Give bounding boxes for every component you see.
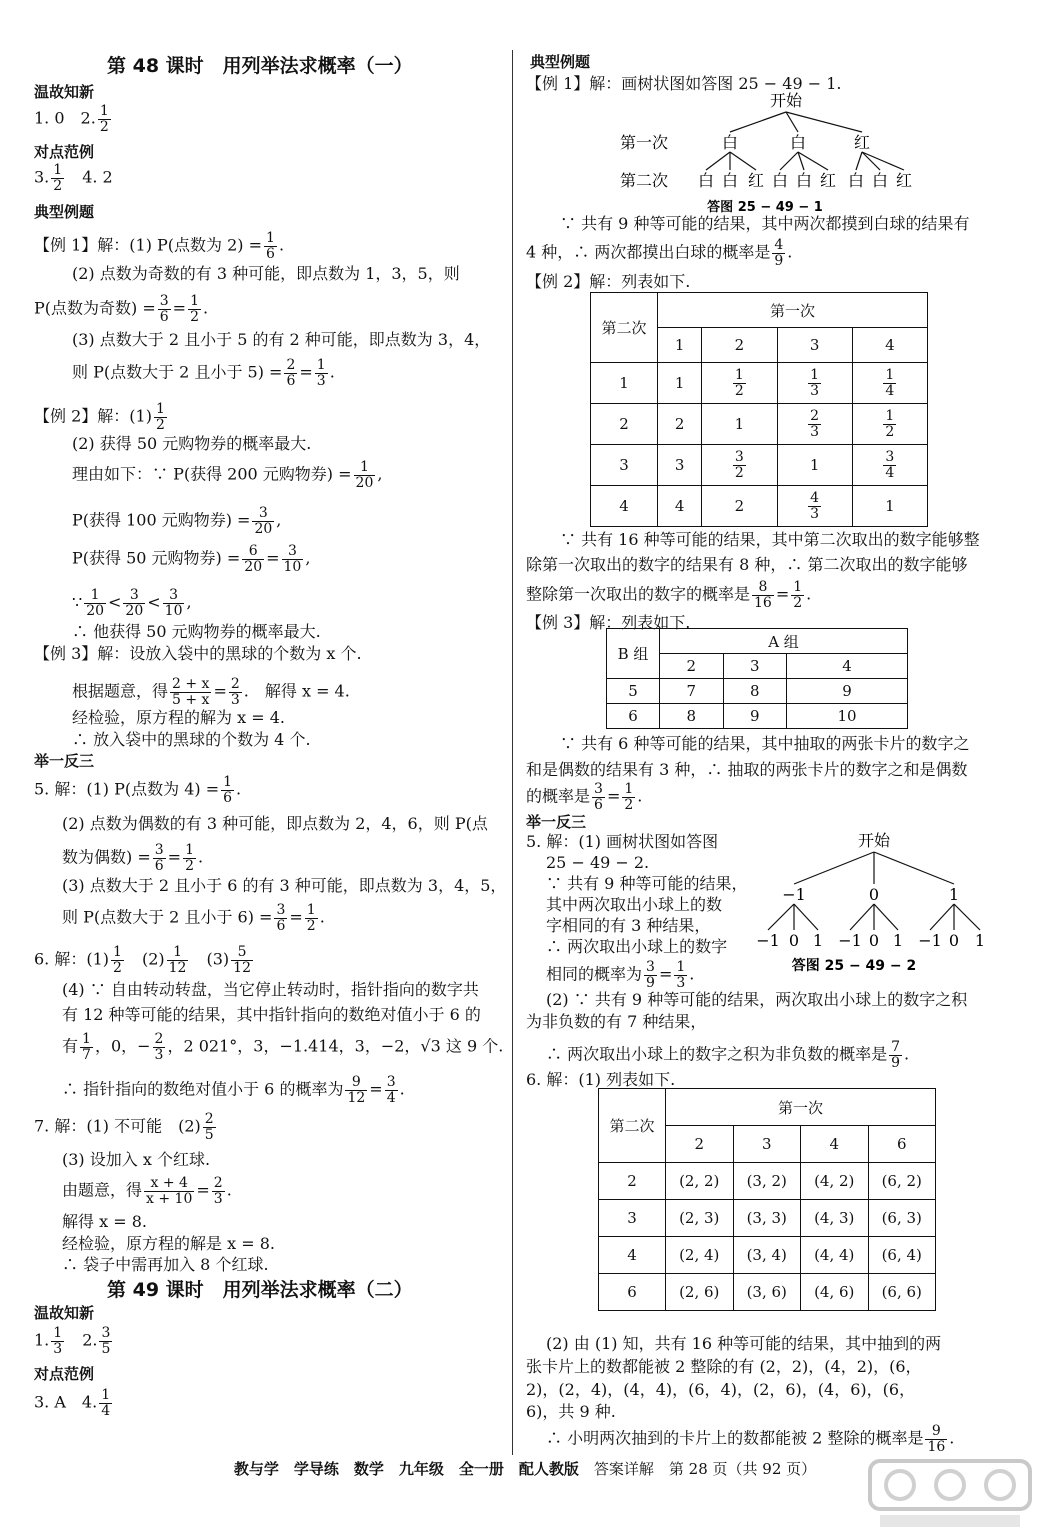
table-row — [599, 1237, 936, 1274]
example-2-reason: 理由如下：∵ P(获得 200 元购物券) = $\frac{1}{20}$ , — [72, 459, 383, 491]
question-5-part-2: (2) 点数为偶数的有 3 种可能，即点数为 2，4，6，则 P(点 — [62, 814, 488, 833]
p6-part-2a: (2) 由 (1) 知，共有 16 种等可能的结果，其中抽到的两 — [546, 1334, 942, 1353]
table-col-header: 3 — [733, 1126, 801, 1163]
table-cell: (2, 3) — [666, 1200, 734, 1237]
table-cell: (4, 4) — [801, 1237, 869, 1274]
tree-branch — [706, 152, 730, 170]
answer-line: 3. $\frac{1}{2}$ 4. 2 — [34, 162, 113, 194]
tree-diagram-1 — [600, 88, 940, 216]
table-row-header: 4 — [599, 1237, 666, 1274]
tree-branch — [730, 112, 786, 132]
tree1-caption: 答图 25 − 49 − 1 — [707, 200, 823, 215]
r-example-2-conclusion: 整除第一次取出的数字的概率是 $\frac{8}{16}$ = $\frac{1}{2}$ . — [526, 579, 812, 611]
tree-leaf: −1 — [918, 931, 942, 950]
fraction: $\frac{2}{3}$ — [154, 1031, 164, 1063]
tree-leaf: 白 — [771, 171, 789, 190]
footer-book-title: 教与学 学导练 数学 九年级 全一册 配人教版 — [233, 1460, 579, 1478]
table-row-header: 6 — [599, 1274, 666, 1311]
table-cell: (4, 3) — [801, 1200, 869, 1237]
p5-part-2b: 为非负数的有 7 种结果， — [526, 1012, 707, 1031]
table-col-header: 2 — [660, 654, 724, 679]
table-row — [599, 1200, 936, 1237]
tree-node: −1 — [782, 885, 806, 904]
p5-line-3: ∵ 共有 9 种等可能的结果， — [546, 874, 748, 893]
tree-branch — [874, 852, 954, 884]
question-5-part-3b: 则 P(点数大于 2 且小于 6) = $\frac{3}{6}$ = $\frac{1}{2}$ . — [62, 902, 325, 934]
watermark-stamp — [860, 1455, 1040, 1533]
table-col-header: 3 — [777, 328, 852, 363]
fraction: $\frac{6}{20}$ — [244, 543, 263, 575]
table-example-3 — [606, 628, 908, 729]
table-row — [599, 1163, 936, 1200]
example-2-prob-100: P(获得 100 元购物券) = $\frac{3}{20}$ , — [72, 505, 282, 537]
fraction: $\frac{9}{16}$ — [927, 1423, 946, 1455]
table-row-header: 3 — [591, 445, 658, 486]
p6-part-2c: 2)，(2，4)，(4，4)，(6，4)，(2，6)，(4，6)，(6， — [526, 1380, 916, 1399]
example-2-compare: ∵ $\frac{1}{20}$ < $\frac{3}{20}$ < $\frac{3}{10}$ , — [72, 587, 192, 619]
table-cell: 1 — [852, 486, 927, 527]
fraction: $\frac{1}{2}$ — [624, 781, 634, 813]
tree-branch — [874, 904, 898, 930]
table-cell: 2 — [658, 404, 702, 445]
fraction: $\frac{1}{3}$ — [676, 959, 686, 991]
table-col-header: 2 — [666, 1126, 734, 1163]
tree-leaf: 1 — [974, 931, 986, 950]
p5-part-2a: (2) ∵ 共有 9 种等可能的结果，两次取出小球上的数字之积 — [546, 990, 968, 1009]
table-cell: 2 — [702, 486, 777, 527]
table-head: 第一次 — [666, 1089, 936, 1126]
answer-line: 1. $\frac{1}{3}$ 2. $\frac{3}{5}$ — [34, 1325, 111, 1357]
table-cell: 10 — [787, 704, 908, 729]
table-cell: (3, 3) — [733, 1200, 801, 1237]
tree1-root: 开始 — [769, 91, 803, 110]
table-cell: $\frac{1}{2}$ — [702, 363, 777, 404]
table-cell: 9 — [723, 704, 787, 729]
p5-line-7: 相同的概率为 $\frac{3}{9}$ = $\frac{1}{3}$ . — [546, 959, 695, 991]
tree-branch — [768, 904, 794, 930]
question-7-part-1: 7. 解：(1) 不可能 (2) $\frac{2}{5}$ — [34, 1111, 214, 1143]
table-cell: (6, 3) — [868, 1200, 936, 1237]
fraction: $\frac{3}{20}$ — [125, 587, 144, 619]
section-practice: 举一反三 — [34, 752, 95, 770]
tree-branch — [780, 152, 798, 170]
question-7-solve: 解得 x = 8. — [62, 1212, 147, 1231]
example-1-part-1: 【例 1】解：(1) P(点数为 2) = $\frac{1}{6}$ . — [34, 230, 285, 262]
table-cell: 8 — [660, 704, 724, 729]
table-cell: (6, 4) — [868, 1237, 936, 1274]
tree-leaf: 0 — [868, 931, 880, 950]
r-example-2: 【例 2】解：列表如下. — [526, 272, 691, 291]
fraction: $\frac{2 + x}{5 + x}$ — [172, 676, 210, 708]
footer-page-info: 答案详解 第 28 页（共 92 页） — [593, 1460, 817, 1478]
table-cell: (3, 2) — [733, 1163, 801, 1200]
fraction: $\frac{3}{5}$ — [101, 1325, 111, 1357]
fraction: $\frac{1}{12}$ — [168, 944, 187, 976]
fraction: $\frac{7}{9}$ — [891, 1039, 901, 1071]
fraction: $\frac{1}{20}$ — [86, 587, 105, 619]
example-2-part-2: (2) 获得 50 元购物券的概率最大. — [72, 434, 312, 453]
example-2-part-1: 【例 2】解：(1) $\frac{1}{2}$ — [34, 401, 165, 433]
table-cell: 9 — [787, 679, 908, 704]
example-1-part-2b: P(点数为奇数) = $\frac{3}{6}$ = $\frac{1}{2}$ . — [34, 293, 209, 325]
tree-branch — [786, 112, 862, 132]
question-6-part-1: 6. 解：(1) $\frac{1}{2}$ (2) $\frac{1}{12}$ (3) $\frac{5}{12}$ — [34, 944, 251, 976]
tree1-second-label: 第二次 — [620, 171, 669, 190]
fraction: $\frac{1}{2}$ — [113, 944, 122, 976]
table-cell: (2, 4) — [666, 1237, 734, 1274]
tree-leaf: 白 — [721, 171, 739, 190]
section-typical-examples: 典型例题 — [34, 203, 95, 221]
question-6-conclusion: ∴ 指针指向的数绝对值小于 6 的概率为 $\frac{9}{12}$ = $\frac{3}{4}$ . — [62, 1074, 405, 1106]
tree-branch — [862, 152, 880, 170]
table-row — [591, 363, 928, 404]
tree-leaf: 0 — [788, 931, 800, 950]
example-3-check: 经检验，原方程的解为 x = 4. — [72, 708, 285, 727]
table-question-6 — [598, 1088, 936, 1311]
fraction: $\frac{4}{9}$ — [774, 237, 784, 269]
table-row — [599, 1274, 936, 1311]
question-6-part-4: (4) ∵ 自由转动转盘，当它停止转动时，指针指向的数字共 — [62, 980, 479, 999]
fraction: $\frac{3}{4}$ — [386, 1074, 396, 1106]
tree-branch — [850, 904, 874, 930]
table-cell: 8 — [723, 679, 787, 704]
r-example-2-text-1: ∵ 共有 16 种等可能的结果，其中第二次取出的数字能够整 — [560, 530, 980, 549]
r-example-3-text-1: ∵ 共有 6 种等可能的结果，其中抽取的两张卡片的数字之 — [560, 734, 970, 753]
tree-leaf: 白 — [871, 171, 889, 190]
tree-branch — [954, 904, 980, 930]
tree-diagram-2 — [754, 826, 1004, 976]
table-cell: $\frac{1}{3}$ — [777, 363, 852, 404]
table-cell: (6, 2) — [868, 1163, 936, 1200]
fraction: $\frac{1}{6}$ — [266, 230, 275, 262]
table-cell: $\frac{1}{2}$ — [852, 404, 927, 445]
question-6-part-4c: 有 $\frac{1}{7}$ ，0，− $\frac{2}{3}$ ，2 021°，3，−1.414，3，−2，√3 这 9 个. — [62, 1031, 504, 1063]
fraction: $\frac{8}{16}$ — [754, 579, 772, 611]
tree-leaf: 红 — [819, 171, 837, 190]
tree-leaf: 白 — [847, 171, 865, 190]
tree-leaf: 1 — [812, 931, 824, 950]
fraction: $\frac{1}{2}$ — [793, 579, 803, 611]
tree-branch — [930, 904, 954, 930]
tree-node: 0 — [868, 885, 880, 904]
fraction: $\frac{1}{2}$ — [155, 401, 165, 433]
tree2-caption: 答图 25 − 49 − 2 — [791, 958, 917, 974]
answer-line: 1. 0 2. $\frac{1}{2}$ — [34, 103, 109, 135]
table-cell: (2, 6) — [666, 1274, 734, 1311]
tree-leaf: 白 — [795, 171, 813, 190]
tree1-first-label: 第一次 — [620, 133, 669, 152]
fraction: $\frac{1}{2}$ — [185, 842, 194, 874]
fraction: $\frac{1}{2}$ — [190, 293, 199, 325]
table-row-header: 6 — [607, 704, 660, 729]
p5-line-6: ∴ 两次取出小球上的数字 — [546, 937, 728, 956]
section-example-points-49: 对点范例 — [34, 1365, 95, 1383]
table-row-header: 3 — [599, 1200, 666, 1237]
table-row-header: 1 — [591, 363, 658, 404]
table-row — [591, 404, 928, 445]
fraction: $\frac{1}{6}$ — [223, 774, 233, 806]
fraction: $\frac{1}{3}$ — [53, 1325, 63, 1357]
tree-leaf: 0 — [948, 931, 960, 950]
question-7-conclusion: ∴ 袋子中需再加入 8 个红球. — [62, 1255, 269, 1274]
table-corner: 第二次 — [599, 1089, 666, 1163]
table-cell: $\frac{1}{4}$ — [852, 363, 927, 404]
fraction: $\frac{1}{4}$ — [101, 1387, 111, 1419]
table-cell: (2, 2) — [666, 1163, 734, 1200]
fraction: $\frac{3}{10}$ — [283, 543, 302, 575]
tree-branch — [794, 852, 874, 884]
tree-leaf: −1 — [838, 931, 862, 950]
table-row — [607, 704, 908, 729]
tree-leaf: 1 — [892, 931, 904, 950]
tree-node: 白 — [789, 133, 807, 152]
p6-part-1: 6. 解：(1) 列表如下. — [526, 1070, 676, 1089]
table-cell: 1 — [777, 445, 852, 486]
tree-leaf: 白 — [697, 171, 715, 190]
fraction: $\frac{2}{5}$ — [204, 1111, 214, 1143]
section-review-49: 温故知新 — [34, 1304, 95, 1322]
r-example-1: 【例 1】解：画树状图如答图 25 − 49 − 1. — [526, 74, 842, 93]
table-cell: (4, 2) — [801, 1163, 869, 1200]
tree-branch — [794, 904, 818, 930]
example-1-part-3b: 则 P(点数大于 2 且小于 5) = $\frac{2}{6}$ = $\frac{1}{3}$ . — [72, 357, 335, 389]
table-col-header: 4 — [852, 328, 927, 363]
table-cell: (3, 6) — [733, 1274, 801, 1311]
table-cell: (3, 4) — [733, 1237, 801, 1274]
table-row-header: 4 — [591, 486, 658, 527]
table-col-header: 3 — [723, 654, 787, 679]
table-cell: $\frac{2}{3}$ — [777, 404, 852, 445]
tree-leaf: 红 — [747, 171, 765, 190]
lesson-48-title: 第 48 课时 用列举法求概率（一） — [107, 55, 413, 77]
r-example-3: 【例 3】解：列表如下. — [526, 613, 691, 632]
tree2-root: 开始 — [857, 831, 891, 850]
tree-branch — [730, 152, 756, 170]
fraction: $\frac{2}{6}$ — [286, 357, 296, 389]
fraction: $\frac{1}{2}$ — [306, 902, 316, 934]
p6-part-2b: 张卡片上的数都能被 2 整除的有 (2，2)，(4，2)，(6， — [526, 1357, 922, 1376]
example-1-part-3: (3) 点数大于 2 且小于 5 的有 2 种可能，即点数为 3，4， — [72, 330, 491, 349]
table-cell: $\frac{4}{3}$ — [777, 486, 852, 527]
question-7-check: 经检验，原方程的解是 x = 8. — [62, 1234, 275, 1253]
example-2-conclusion: ∴ 他获得 50 元购物券的概率最大. — [72, 622, 321, 641]
tree-branch — [856, 152, 862, 170]
fraction: $\frac{3}{6}$ — [594, 781, 603, 813]
example-2-prob-50: P(获得 50 元购物券) = $\frac{6}{20}$ = $\frac{3}{10}$ , — [72, 543, 311, 575]
r-example-2-text-2: 除第一次取出的数字的结果有 8 种，∴ 第二次取出的数字能够 — [526, 555, 968, 574]
table-cell: (6, 6) — [868, 1274, 936, 1311]
section-review: 温故知新 — [34, 83, 95, 101]
question-5-part-2b: 数为偶数) = $\frac{3}{6}$ = $\frac{1}{2}$ . — [62, 842, 204, 874]
fraction: $\frac{x + 4}{x + 10}$ — [146, 1175, 193, 1207]
table-head: A 组 — [660, 629, 908, 654]
table-cell: $\frac{3}{4}$ — [852, 445, 927, 486]
tree-leaf: 红 — [895, 171, 913, 190]
table-cell: $\frac{3}{2}$ — [702, 445, 777, 486]
lesson-49-title: 第 49 课时 用列举法求概率（二） — [107, 1279, 413, 1301]
fraction: $\frac{1}{2}$ — [99, 103, 109, 135]
example-1-part-2: (2) 点数为奇数的有 3 种可能，即点数为 1，3，5，则 — [72, 264, 460, 283]
table-corner: 第二次 — [591, 293, 658, 363]
p5-line-2: 25 − 49 − 2. — [546, 853, 650, 872]
table-cell: (4, 6) — [801, 1274, 869, 1311]
question-6-part-4b: 有 12 种等可能的结果，其中指针指向的数绝对值小于 6 的 — [62, 1005, 481, 1024]
fraction: $\frac{1}{2}$ — [53, 162, 63, 194]
table-row-header: 5 — [607, 679, 660, 704]
tree-node: 红 — [853, 133, 871, 152]
fraction: $\frac{1}{3}$ — [316, 357, 326, 389]
fraction: $\frac{1}{20}$ — [355, 459, 374, 491]
p5-line-5: 字相同的有 3 种结果， — [546, 916, 711, 935]
fraction: $\frac{3}{6}$ — [276, 902, 286, 934]
table-col-header: 1 — [658, 328, 702, 363]
table-col-header: 4 — [801, 1126, 869, 1163]
r-example-3-conclusion: 的概率是 $\frac{3}{6}$ = $\frac{1}{2}$ . — [526, 781, 643, 813]
section-practice-right: 举一反三 — [526, 813, 587, 831]
table-col-header: 6 — [868, 1126, 936, 1163]
fraction: $\frac{2}{3}$ — [213, 1175, 223, 1207]
question-5-part-3: (3) 点数大于 2 且小于 6 的有 3 种可能，即点数为 3，4，5， — [62, 876, 507, 895]
section-example-points: 对点范例 — [34, 143, 95, 161]
r-example-1-text: ∵ 共有 9 种等可能的结果，其中两次都摸到白球的结果有 — [560, 214, 970, 233]
example-3-equation: 根据题意，得 $\frac{2 + x}{5 + x}$ = $\frac{2}{3}$ . 解得 x = 4. — [72, 676, 350, 708]
fraction: $\frac{3}{6}$ — [159, 293, 169, 325]
table-row-header: 2 — [599, 1163, 666, 1200]
section-typical-examples-right: 典型例题 — [530, 53, 591, 71]
table-row — [591, 445, 928, 486]
question-5-part-1: 5. 解：(1) P(点数为 4) = $\frac{1}{6}$ . — [34, 774, 242, 806]
table-cell: 3 — [658, 445, 702, 486]
tree-node: 1 — [948, 885, 960, 904]
table-col-header: 2 — [702, 328, 777, 363]
p6-conclusion: ∴ 小明两次抽到的卡片上的数都能被 2 整除的概率是 $\frac{9}{16}$ . — [546, 1423, 955, 1455]
fraction: $\frac{3}{20}$ — [254, 505, 273, 537]
p5-conclusion: ∴ 两次取出小球上的数字之积为非负数的概率是 $\frac{7}{9}$ . — [546, 1039, 910, 1071]
question-7-equation: 由题意，得 $\frac{x + 4}{x + 10}$ = $\frac{2}{3}$ . — [62, 1175, 232, 1207]
example-3-conclusion: ∴ 放入袋中的黑球的个数为 4 个. — [72, 730, 311, 749]
tree-leaf: −1 — [756, 931, 780, 950]
fraction: $\frac{5}{12}$ — [233, 944, 251, 976]
table-corner: B 组 — [607, 629, 660, 679]
table-col-header: 4 — [787, 654, 908, 679]
fraction: $\frac{3}{9}$ — [646, 959, 655, 991]
r-example-3-text-2: 和是偶数的结果有 3 种，∴ 抽取的两张卡片的数字之和是偶数 — [526, 760, 968, 779]
fraction: $\frac{9}{12}$ — [347, 1074, 366, 1106]
example-3-part-1: 【例 3】解：设放入袋中的黑球的个数为 x 个. — [34, 644, 362, 663]
table-row-header: 2 — [591, 404, 658, 445]
table-cell: 4 — [658, 486, 702, 527]
table-row — [591, 486, 928, 527]
tree-node: 白 — [721, 133, 739, 152]
table-cell: 1 — [702, 404, 777, 445]
table-cell: 1 — [658, 363, 702, 404]
question-7-part-3: (3) 设加入 x 个红球. — [62, 1150, 211, 1169]
p5-line-4: 其中两次取出小球上的数 — [546, 895, 723, 914]
fraction: $\frac{2}{3}$ — [230, 676, 240, 708]
table-row — [607, 679, 908, 704]
fraction: $\frac{3}{10}$ — [164, 587, 183, 619]
table-example-2 — [590, 292, 928, 527]
table-head: 第一次 — [658, 293, 928, 328]
fraction: $\frac{3}{6}$ — [154, 842, 164, 874]
tree-branch — [862, 152, 904, 170]
fraction: $\frac{1}{7}$ — [82, 1031, 91, 1063]
table-cell: 7 — [660, 679, 724, 704]
column-divider — [512, 50, 513, 1455]
p5-line-1: 5. 解：(1) 画树状图如答图 — [526, 832, 719, 851]
answer-line: 3. A 4. $\frac{1}{4}$ — [34, 1387, 111, 1419]
r-example-1-conclusion: 4 种，∴ 两次都摸出白球的概率是 $\frac{4}{9}$ . — [526, 237, 793, 269]
p6-part-2d: 6)，共 9 种. — [526, 1402, 616, 1421]
